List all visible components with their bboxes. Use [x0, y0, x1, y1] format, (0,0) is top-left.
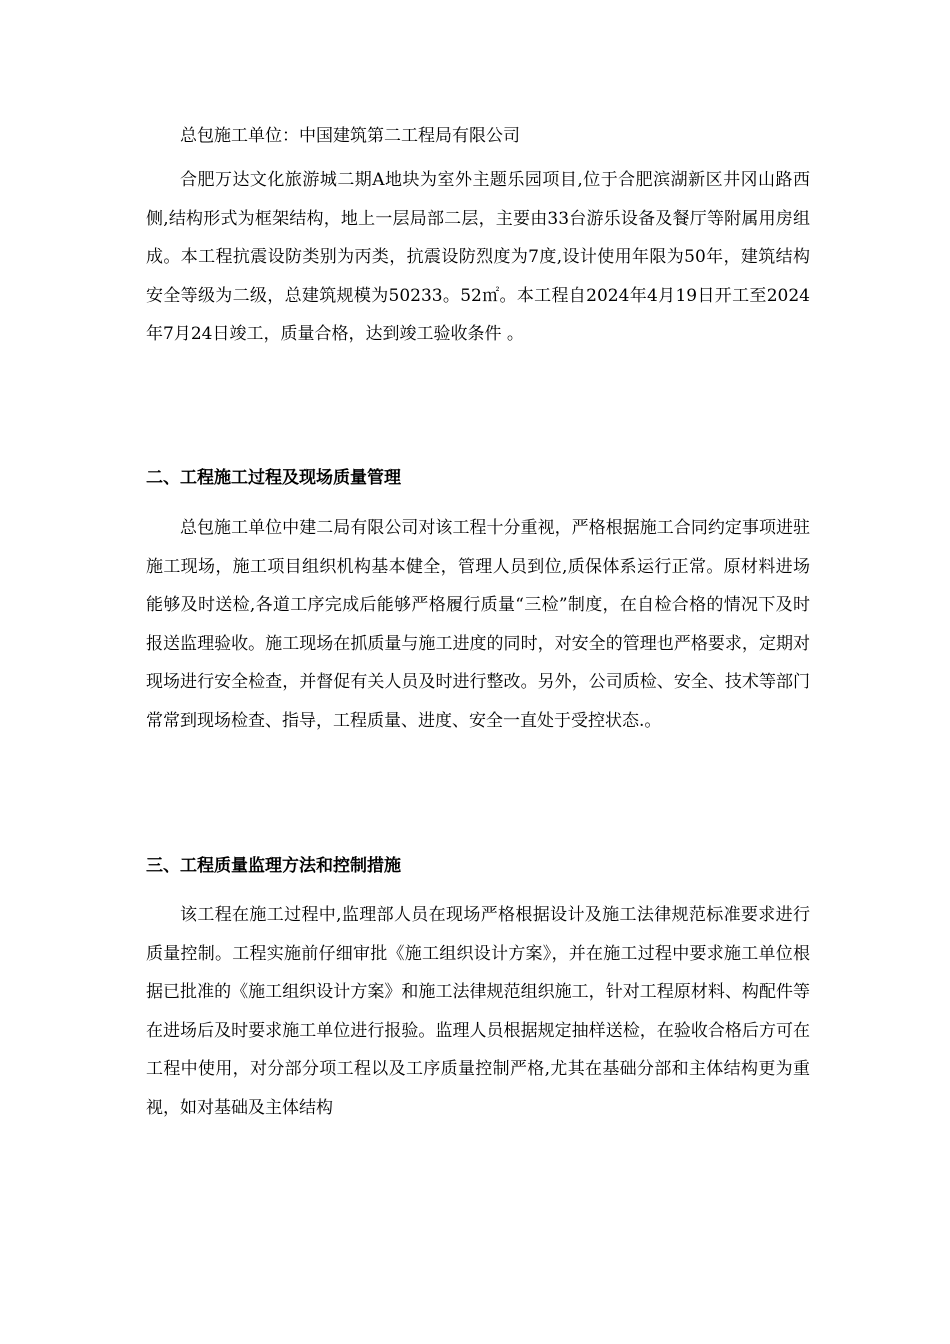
project-overview-paragraph: 合肥万达文化旅游城二期A地块为室外主题乐园项目,位于合肥滨湖新区井冈山路西侧,结构形式为框架结构，地上一层局部二层，主要由33台游乐设备及餐厅等附属用房组成。本工程抗震设防类别为丙类，抗震设防烈度为7度,设计使用年限为50年，建筑结构安全等级为二级，总建筑规模为50233。52㎡。本工程自2024年4月19日开工至2024年7月24日竣工，质量合格，达到竣工验收条件 。: [146, 170, 810, 344]
section-heading-construction-process: 二、工程施工过程及现场质量管理: [146, 468, 401, 488]
contractor-line: 总包施工单位：中国建筑第二工程局有限公司: [180, 126, 520, 146]
supervision-methods-paragraph: 该工程在施工过程中,监理部人员在现场严格根据设计及施工法律规范标准要求进行质量控制。工程实施前仔细审批《施工组织设计方案》，并在施工过程中要求施工单位根据已批准的《施工组织设计方案》和施工法律规范组织施工，针对工程原材料、构配件等在进场后及时要求施工单位进行报验。监理人员根据规定抽样送检，在验收合格后方可在工程中使用，对分部分项工程以及工序质量控制严格,尤其在基础分部和主体结构更为重视，如对基础及主体结构: [146, 905, 810, 1118]
quality-management-paragraph: 总包施工单位中建二局有限公司对该工程十分重视，严格根据施工合同约定事项进驻施工现场，施工项目组织机构基本健全，管理人员到位,质保体系运行正常。原材料进场能够及时送检,各道工序完成后能够严格履行质量“三检”制度，在自检合格的情况下及时报送监理验收。施工现场在抓质量与施工进度的同时，对安全的管理也严格要求，定期对现场进行安全检查，并督促有关人员及时进行整改。另外，公司质检、安全、技术等部门常常到现场检查、指导，工程质量、进度、安全一直处于受控状态.。: [146, 518, 810, 731]
section-heading-supervision-methods: 三、工程质量监理方法和控制措施: [146, 856, 401, 876]
